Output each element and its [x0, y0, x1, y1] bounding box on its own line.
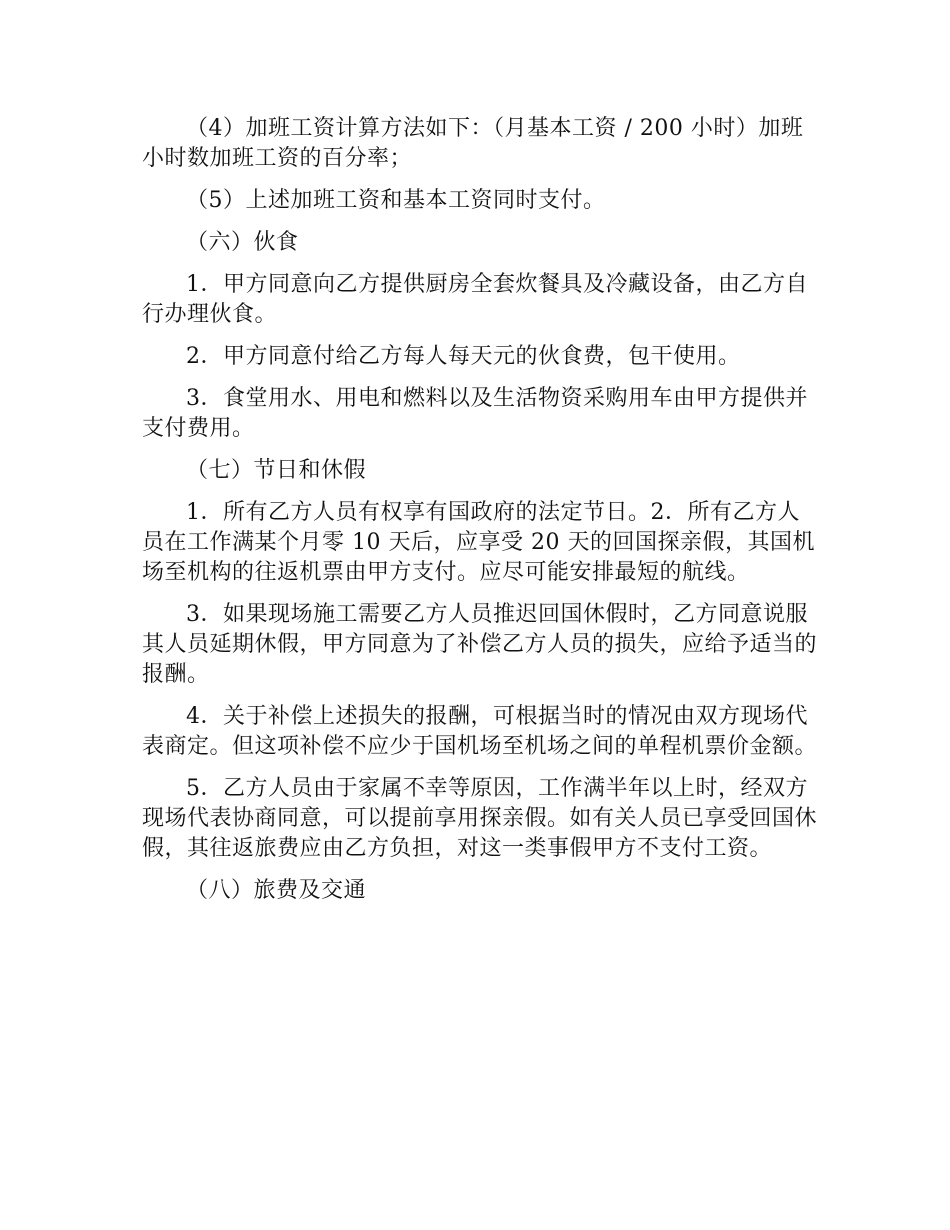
- paragraph-canteen-utilities: 3．食堂用水、用电和燃料以及生活物资采购用车由甲方提供并支付费用。: [142, 386, 808, 441]
- paragraph-postponed-leave: 3．如果现场施工需要乙方人员推迟回国休假时，乙方同意说服其人员延期休假，甲方同意为了补偿乙方人员的损失，应给予适当的报酬。: [142, 602, 818, 687]
- document-body: [142, 114, 822, 918]
- paragraph-holidays-leave: 1．所有乙方人员有权享有国政府的法定节日。2．所有乙方人员在工作满某个月零 10 天后，应享受 20 天的回国探亲假，其国机场至机构的往返机票由甲方支付。应尽可能安排最短的航线。: [142, 500, 815, 585]
- paragraph-early-leave: 5．乙方人员由于家属不幸等原因，工作满半年以上时，经双方现场代表协商同意，可以提前享用探亲假。如有关人员已享受回国休假，其往返旅费应由乙方负担，对这一类事假甲方不支付工资。: [142, 776, 818, 861]
- section-heading-meals: （六）伙食: [186, 230, 299, 255]
- paragraph-kitchen-equipment: 1．甲方同意向乙方提供厨房全套炊餐具及冷藏设备，由乙方自行办理伙食。: [142, 272, 808, 327]
- section-heading-holidays: （七）节日和休假: [186, 458, 367, 483]
- paragraph-meal-allowance: 2．甲方同意付给乙方每人每天元的伙食费，包干使用。: [186, 344, 741, 369]
- paragraph-overtime-payment: （5）上述加班工资和基本工资同时支付。: [186, 188, 606, 213]
- section-heading-travel: （八）旅费及交通: [186, 878, 367, 903]
- paragraph-overtime-calc: （4）加班工资计算方法如下：（月基本工资 / 200 小时）加班小时数加班工资的百分率；: [142, 116, 804, 171]
- paragraph-compensation: 4．关于补偿上述损失的报酬，可根据当时的情况由双方现场代表商定。但这项补偿不应少于国机场至机场之间的单程机票价金额。: [142, 704, 818, 759]
